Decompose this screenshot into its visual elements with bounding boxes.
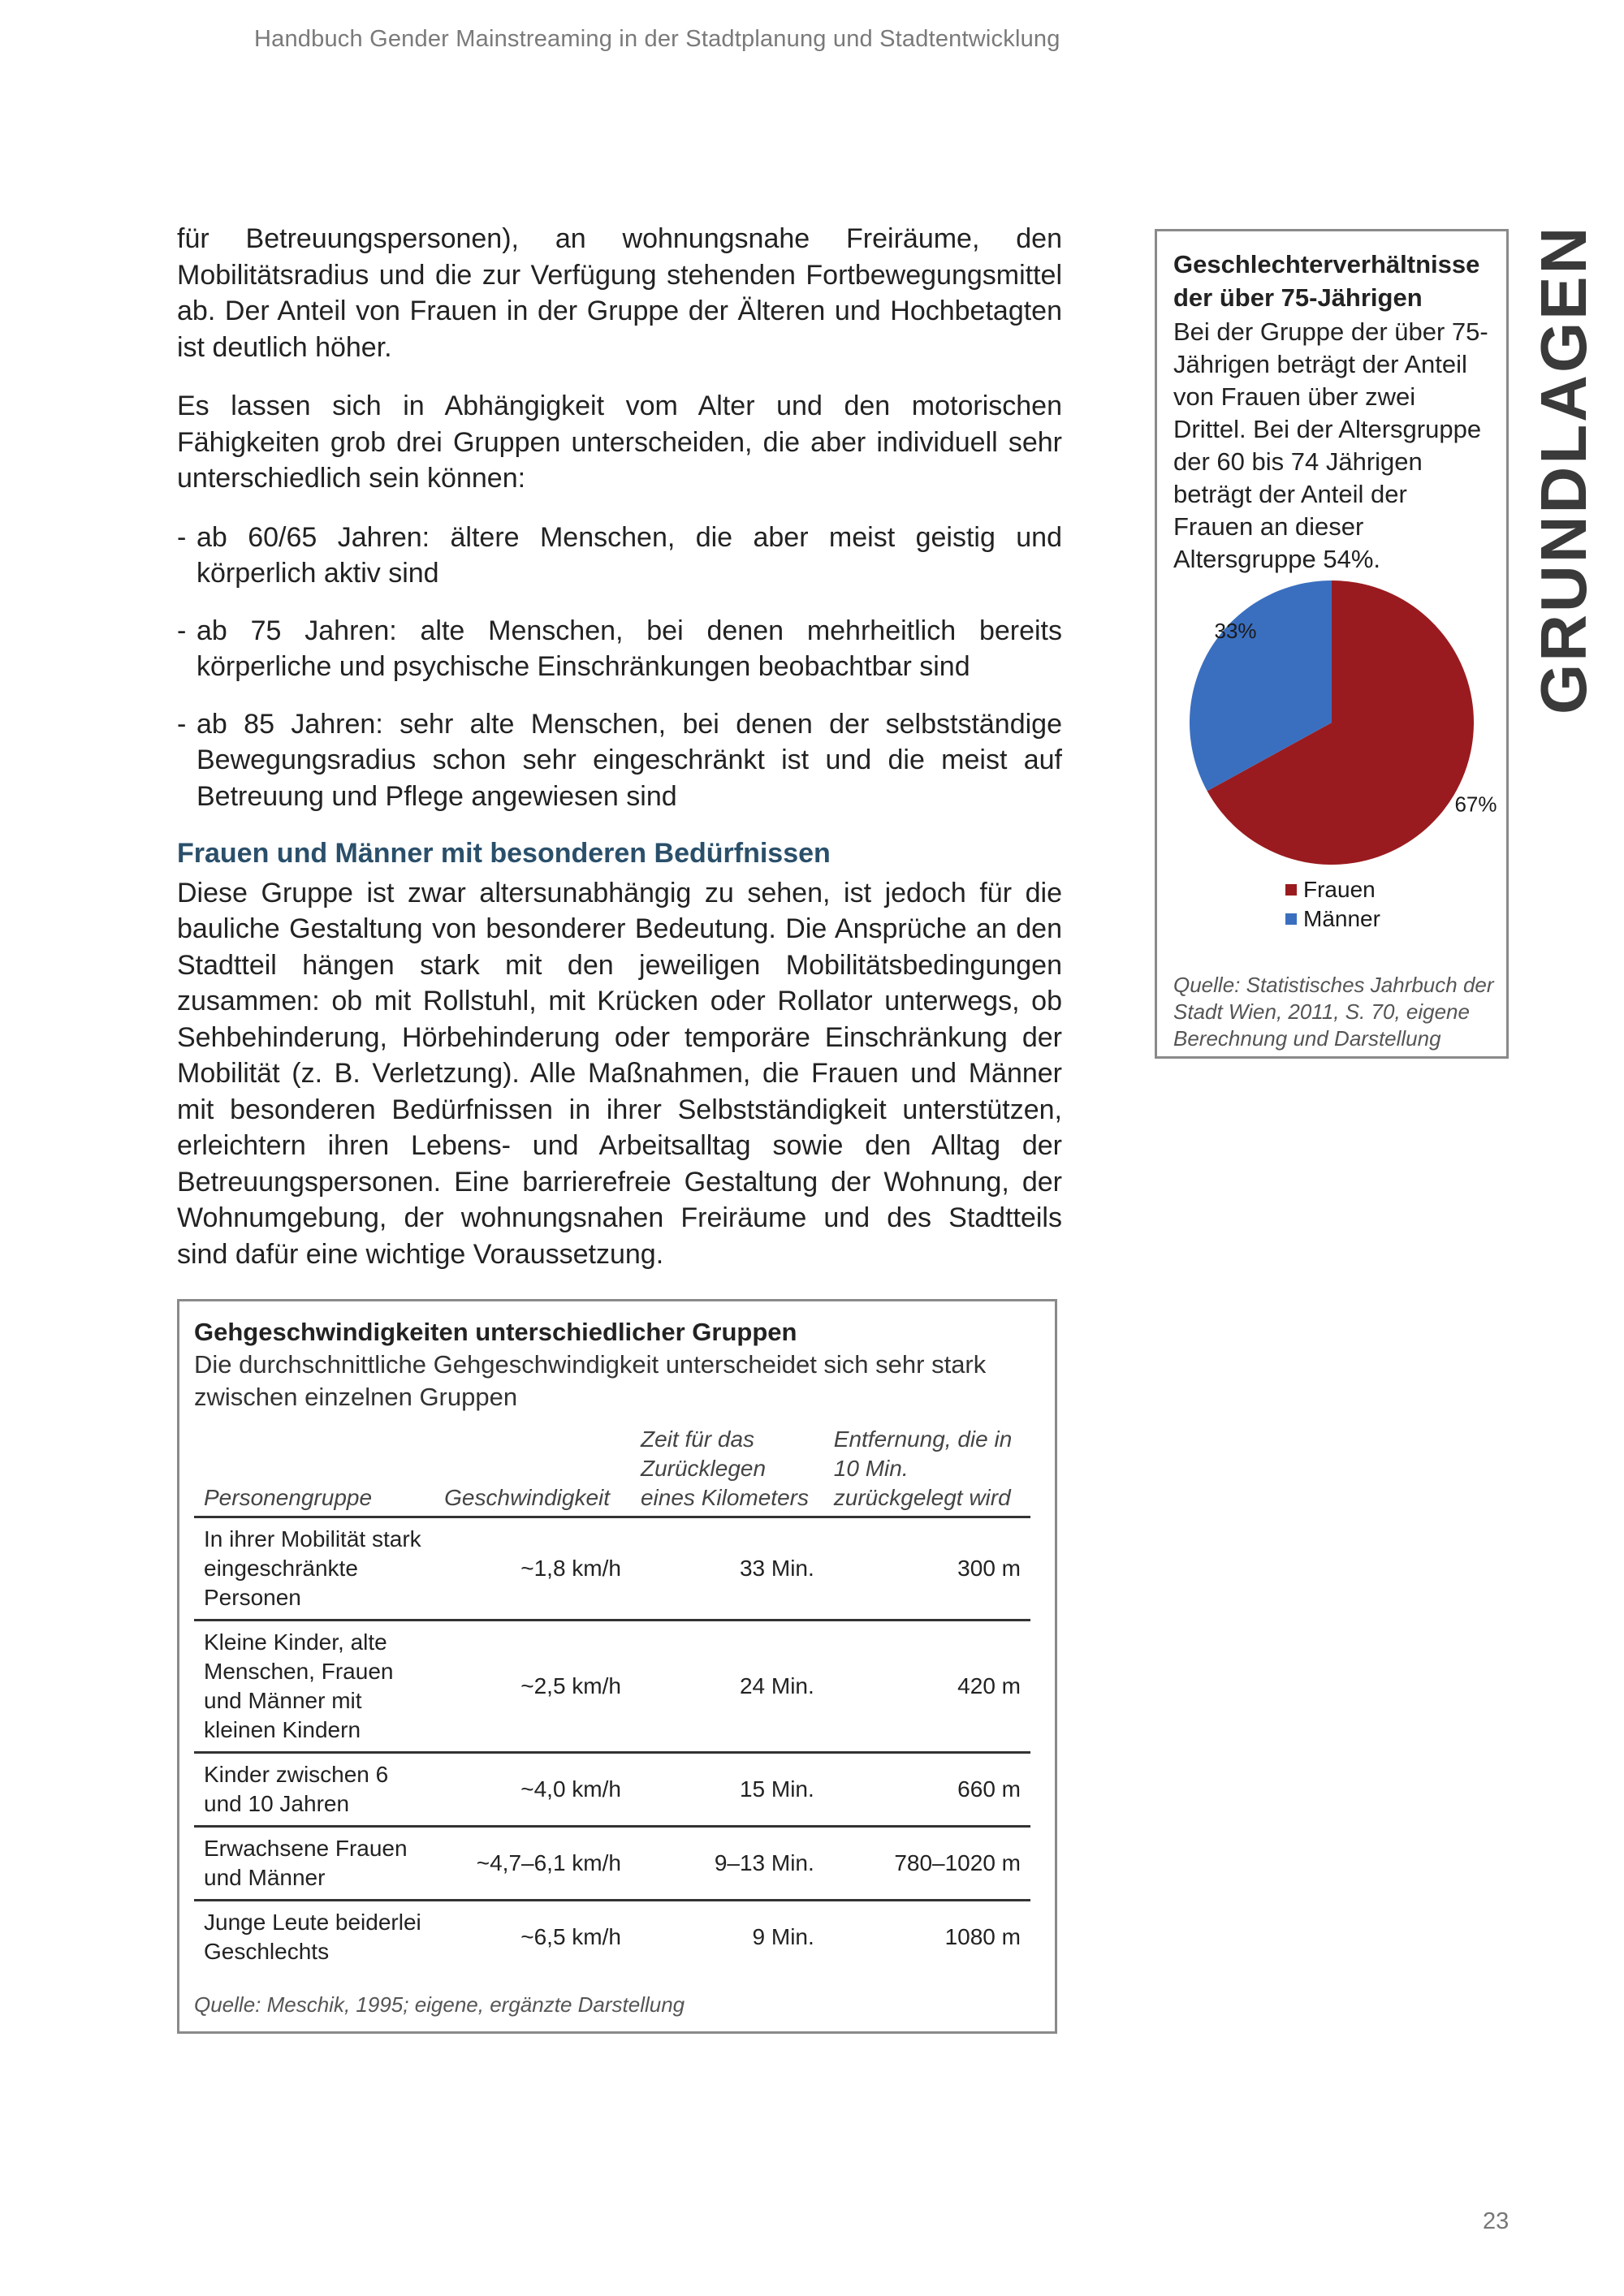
cell-speed: ~2,5 km/h <box>434 1621 631 1753</box>
table-row <box>194 1827 1030 1901</box>
paragraph-3: Diese Gruppe ist zwar altersunabhängig zu sehen, ist jedoch für die bauliche Gestaltung von besonderer Bedeutung. Die Ansprüche an den Stadtteil hängen stark mit den jeweiligen Mobilitätsbedingungen zusammen: ob mit Rollstuhl, mit Krücken oder Rollator unterwegs, ob Sehbehinderung, Hörbehinderung oder temporäre Einschränkung der Mobilität (z. B. Verletzung). Alle Maßnahmen, die Frauen und Männer mit besonderen Bedürfnissen in ihrer Selbstständigkeit unterstützen, erleichtern ihren Lebens- und Arbeitsalltag sowie den Alltag der Betreuungspersonen. Eine barrierefreie Gestaltung der Wohnung, der Wohnumgebung, der wohnungsnahen Freiräume und des Stadtteils sind dafür eine wichtige Voraussetzung. <box>177 877 1062 1270</box>
cell-distance: 300 m <box>824 1517 1030 1621</box>
cell-group: In ihrer Mobilität stark eingeschränkte Personen <box>194 1517 434 1621</box>
cell-time: 9 Min. <box>752 1924 814 1949</box>
table-box-title: Gehgeschwindigkeiten unterschiedlicher Gruppen <box>194 1318 797 1346</box>
pie-value-label: 33% <box>1214 618 1257 643</box>
running-header: Handbuch Gender Mainstreaming in der Stadtplanung und Stadtentwicklung <box>254 26 1060 52</box>
list-item: - ab 75 Jahren: alte Menschen, bei denen mehrheitlich bereits körperliche und psychische Einschränkungen beobachtbar sind <box>177 613 1062 685</box>
cell-distance: 780–1020 m <box>824 1827 1030 1901</box>
cell-group: Erwachsene Frauen und Männer <box>194 1827 434 1901</box>
cell-distance: 420 m <box>824 1621 1030 1753</box>
age-group-list <box>177 520 1062 815</box>
cell-time: 24 Min. <box>631 1621 824 1753</box>
cell-speed: ~4,0 km/h <box>434 1753 631 1827</box>
pie-value-label: 67% <box>1454 792 1497 817</box>
column-header-distance: Entfernung, die in 10 Min. zurückgelegt wird <box>824 1425 1030 1517</box>
walking-speed-table <box>194 1425 1030 1973</box>
legend-swatch <box>1285 884 1297 896</box>
section-tab-grundlagen: GRUNDLAGEN <box>1527 224 1600 714</box>
cell-distance: 660 m <box>824 1753 1030 1827</box>
table-row <box>194 1753 1030 1827</box>
info-box-title: Geschlechterverhältnisse der über 75-Jährigen <box>1173 250 1480 312</box>
info-box-text: Bei der Gruppe der über 75-Jährigen beträgt der Anteil von Frauen über zwei Drittel. Bei der Altersgruppe der 60 bis 74 Jährigen beträgt der Anteil der Frauen an dieser Altersgruppe 54%. <box>1173 317 1488 573</box>
page-number: 23 <box>1483 2208 1510 2234</box>
cell-speed: ~1,8 km/h <box>434 1517 631 1621</box>
pie-chart <box>1165 556 1498 962</box>
info-box-gender-ratio <box>1155 229 1509 1059</box>
table-box-source: Quelle: Meschik, 1995; eigene, ergänzte Darstellung <box>194 1992 685 2017</box>
cell-time: 33 Min. <box>631 1517 824 1621</box>
cell-group: Junge Leute beiderlei Geschlechts <box>204 1910 421 1964</box>
column-header-speed: Geschwindigkeit <box>434 1425 631 1517</box>
cell-group: Kleine Kinder, alte Menschen, Frauen und Männer mit kleinen Kindern <box>194 1621 434 1753</box>
table-row <box>194 1517 1030 1621</box>
list-item: - ab 85 Jahren: sehr alte Menschen, bei denen der selbstständige Bewegungsradius schon sehr eingeschränkt ist und die meist auf Betreuung und Pflege angewiesen sind <box>177 706 1062 815</box>
column-header-time: Zeit für das Zurücklegen eines Kilometers <box>631 1425 824 1517</box>
table-box-subtitle: Die durchschnittliche Gehgeschwindigkeit unterscheidet sich sehr stark zwischen einzelnen Gruppen <box>194 1350 987 1411</box>
paragraph-2: Es lassen sich in Abhängigkeit vom Alter und den motorischen Fähigkeiten grob drei Gruppen unterscheiden, die aber individuell sehr unterschiedlich sein können: <box>177 391 1062 494</box>
table-row <box>194 1621 1030 1753</box>
cell-distance: 1080 m <box>944 1924 1021 1949</box>
legend-swatch <box>1285 913 1297 925</box>
legend-label: Frauen <box>1303 877 1376 902</box>
table-row <box>194 1901 1030 1974</box>
walking-speed-table-box <box>177 1299 1057 2034</box>
cell-time: 15 Min. <box>631 1753 824 1827</box>
cell-group: Kinder zwischen 6 und 10 Jahren <box>194 1753 434 1827</box>
cell-speed: ~6,5 km/h <box>520 1924 621 1949</box>
section-subheading: Frauen und Männer mit besonderen Bedürfnissen <box>177 838 831 869</box>
table-header-row <box>194 1425 1030 1517</box>
paragraph-1: für Betreuungspersonen), an wohnungsnahe Freiräume, den Mobilitätsradius und die zur Verfügung stehenden Fortbewegungsmittel ab. Der Anteil von Frauen in der Gruppe der Älteren und Hochbetagten ist deutlich höher. <box>177 223 1062 363</box>
legend-label: Männer <box>1303 906 1380 931</box>
list-item: - ab 60/65 Jahren: ältere Menschen, die aber meist geistig und körperlich aktiv sind <box>177 520 1062 592</box>
main-text-column <box>177 221 1062 1272</box>
cell-time: 9–13 Min. <box>631 1827 824 1901</box>
column-header-group: Personengruppe <box>194 1425 434 1517</box>
cell-speed: ~4,7–6,1 km/h <box>434 1827 631 1901</box>
info-box-source: Quelle: Statistisches Jahrbuch der Stadt Wien, 2011, S. 70, eigene Berechnung und Darstellung <box>1173 973 1494 1051</box>
